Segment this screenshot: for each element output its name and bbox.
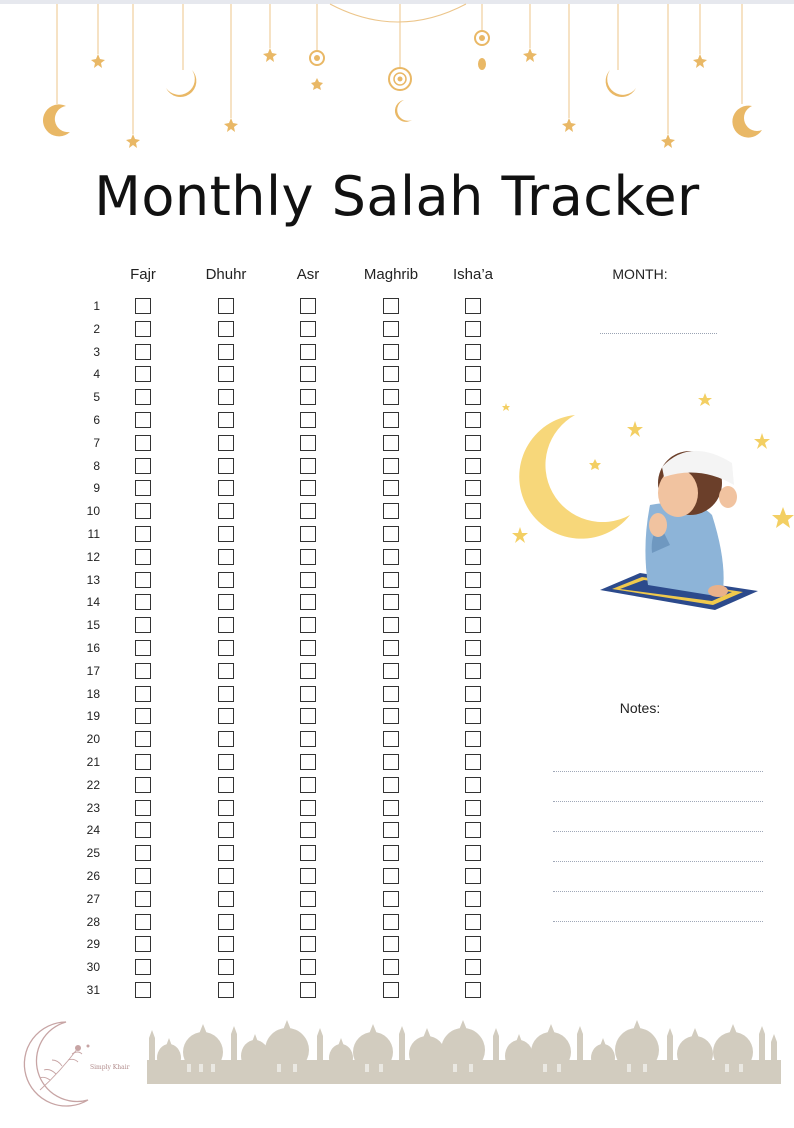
checkbox-day-11-asr[interactable] bbox=[300, 526, 316, 542]
checkbox-day-14-dhuhr[interactable] bbox=[218, 594, 234, 610]
checkbox-day-30-dhuhr[interactable] bbox=[218, 959, 234, 975]
crescent-moon-icon bbox=[166, 70, 196, 97]
checkbox-day-8-dhuhr[interactable] bbox=[218, 458, 234, 474]
checkbox-day-2-maghrib[interactable] bbox=[383, 321, 399, 337]
checkbox-day-16-fajr[interactable] bbox=[135, 640, 151, 656]
checkbox-day-15-asr[interactable] bbox=[300, 617, 316, 633]
checkbox-day-18-fajr[interactable] bbox=[135, 686, 151, 702]
column-header-3: Asr bbox=[296, 266, 320, 283]
checkbox-day-5-dhuhr[interactable] bbox=[218, 389, 234, 405]
checkbox-day-25-maghrib[interactable] bbox=[383, 845, 399, 861]
checkbox-day-22-dhuhr[interactable] bbox=[218, 777, 234, 793]
notes-label: Notes: bbox=[619, 700, 661, 716]
checkbox-day-1-dhuhr[interactable] bbox=[218, 298, 234, 314]
star-icon bbox=[311, 78, 323, 90]
checkbox-day-4-maghrib[interactable] bbox=[383, 366, 399, 382]
day-number: 3 bbox=[93, 344, 100, 359]
checkbox-day-26-dhuhr[interactable] bbox=[218, 868, 234, 884]
day-number: 8 bbox=[93, 458, 100, 473]
day-number: 25 bbox=[86, 846, 100, 861]
checkbox-day-26-maghrib[interactable] bbox=[383, 868, 399, 884]
checkbox-day-24-ishaa[interactable] bbox=[465, 822, 481, 838]
checkbox-day-31-fajr[interactable] bbox=[135, 982, 151, 998]
checkbox-day-17-maghrib[interactable] bbox=[383, 663, 399, 679]
checkbox-day-2-fajr[interactable] bbox=[135, 321, 151, 337]
day-number: 4 bbox=[93, 367, 100, 382]
checkbox-day-2-dhuhr[interactable] bbox=[218, 321, 234, 337]
checkbox-day-3-asr[interactable] bbox=[300, 344, 316, 360]
day-number: 24 bbox=[86, 823, 100, 838]
star-icon bbox=[512, 527, 528, 543]
checkbox-day-27-maghrib[interactable] bbox=[383, 891, 399, 907]
checkbox-day-21-ishaa[interactable] bbox=[465, 754, 481, 770]
day-number: 16 bbox=[86, 641, 100, 655]
checkbox-day-31-dhuhr[interactable] bbox=[218, 982, 234, 998]
checkbox-day-8-fajr[interactable] bbox=[135, 458, 151, 474]
checkbox-day-4-ishaa[interactable] bbox=[465, 366, 481, 382]
checkbox-day-19-asr[interactable] bbox=[300, 708, 316, 724]
checkbox-day-31-ishaa[interactable] bbox=[465, 982, 481, 998]
checkbox-day-22-ishaa[interactable] bbox=[465, 777, 481, 793]
checkbox-day-31-maghrib[interactable] bbox=[383, 982, 399, 998]
checkbox-day-27-dhuhr[interactable] bbox=[218, 891, 234, 907]
notes-line[interactable] bbox=[553, 831, 763, 833]
checkbox-day-17-ishaa[interactable] bbox=[465, 663, 481, 679]
checkbox-day-11-ishaa[interactable] bbox=[465, 526, 481, 542]
checkbox-day-24-fajr[interactable] bbox=[135, 822, 151, 838]
checkbox-day-18-ishaa[interactable] bbox=[465, 686, 481, 702]
checkbox-day-9-asr[interactable] bbox=[300, 480, 316, 496]
notes-line[interactable] bbox=[553, 921, 763, 923]
checkbox-day-3-fajr[interactable] bbox=[135, 344, 151, 360]
checkbox-day-14-maghrib[interactable] bbox=[383, 594, 399, 610]
hanging-decorations bbox=[0, 0, 794, 160]
checkbox-day-1-asr[interactable] bbox=[300, 298, 316, 314]
checkbox-day-12-ishaa[interactable] bbox=[465, 549, 481, 565]
checkbox-day-7-dhuhr[interactable] bbox=[218, 435, 234, 451]
day-number: 18 bbox=[86, 686, 100, 701]
checkbox-day-8-ishaa[interactable] bbox=[465, 458, 481, 474]
checkbox-day-7-ishaa[interactable] bbox=[465, 435, 481, 451]
checkbox-day-24-dhuhr[interactable] bbox=[218, 822, 234, 838]
notes-line[interactable] bbox=[553, 771, 763, 773]
day-number: 7 bbox=[93, 435, 100, 450]
star-icon bbox=[772, 507, 794, 528]
crescent-moon-icon bbox=[395, 100, 412, 122]
column-header-4: Maghrib bbox=[363, 266, 419, 283]
checkbox-day-14-ishaa[interactable] bbox=[465, 594, 481, 610]
checkbox-day-18-asr[interactable] bbox=[300, 686, 316, 702]
checkbox-day-29-fajr[interactable] bbox=[135, 936, 151, 952]
mosque-skyline bbox=[147, 1020, 781, 1084]
star-icon bbox=[523, 48, 537, 62]
checkbox-day-3-maghrib[interactable] bbox=[383, 344, 399, 360]
day-number: 26 bbox=[86, 869, 100, 883]
checkbox-day-15-maghrib[interactable] bbox=[383, 617, 399, 633]
checkbox-day-22-asr[interactable] bbox=[300, 777, 316, 793]
day-number: 13 bbox=[86, 572, 100, 587]
checkbox-day-30-ishaa[interactable] bbox=[465, 959, 481, 975]
checkbox-day-26-ishaa[interactable] bbox=[465, 868, 481, 884]
checkbox-day-29-asr[interactable] bbox=[300, 936, 316, 952]
checkbox-day-7-maghrib[interactable] bbox=[383, 435, 399, 451]
checkbox-day-28-maghrib[interactable] bbox=[383, 914, 399, 930]
checkbox-day-5-maghrib[interactable] bbox=[383, 389, 399, 405]
checkbox-day-29-maghrib[interactable] bbox=[383, 936, 399, 952]
checkbox-day-11-maghrib[interactable] bbox=[383, 526, 399, 542]
checkbox-day-9-ishaa[interactable] bbox=[465, 480, 481, 496]
checkbox-day-29-dhuhr[interactable] bbox=[218, 936, 234, 952]
checkbox-day-6-dhuhr[interactable] bbox=[218, 412, 234, 428]
checkbox-day-21-maghrib[interactable] bbox=[383, 754, 399, 770]
checkbox-day-23-fajr[interactable] bbox=[135, 800, 151, 816]
day-number: 6 bbox=[93, 413, 100, 427]
star-icon bbox=[224, 118, 238, 132]
brand-name: Simply Khair bbox=[90, 1064, 130, 1071]
checkbox-day-13-ishaa[interactable] bbox=[465, 572, 481, 588]
day-number: 21 bbox=[86, 755, 100, 769]
checkbox-day-1-ishaa[interactable] bbox=[465, 298, 481, 314]
checkbox-day-4-asr[interactable] bbox=[300, 366, 316, 382]
star-icon bbox=[91, 54, 105, 68]
checkbox-day-30-asr[interactable] bbox=[300, 959, 316, 975]
checkbox-day-23-asr[interactable] bbox=[300, 800, 316, 816]
checkbox-day-18-maghrib[interactable] bbox=[383, 686, 399, 702]
checkbox-day-12-asr[interactable] bbox=[300, 549, 316, 565]
month-input-line[interactable] bbox=[600, 333, 717, 334]
checkbox-day-14-asr[interactable] bbox=[300, 594, 316, 610]
day-number: 20 bbox=[86, 732, 100, 747]
day-number: 22 bbox=[86, 777, 100, 792]
star-icon bbox=[661, 134, 675, 148]
day-number: 2 bbox=[93, 321, 100, 336]
day-number: 28 bbox=[86, 914, 100, 929]
checkbox-day-21-asr[interactable] bbox=[300, 754, 316, 770]
checkbox-day-19-fajr[interactable] bbox=[135, 708, 151, 724]
star-icon bbox=[263, 48, 277, 62]
checkbox-day-2-asr[interactable] bbox=[300, 321, 316, 337]
checkbox-day-24-asr[interactable] bbox=[300, 822, 316, 838]
day-number: 14 bbox=[86, 595, 100, 610]
column-header-2: Dhuhr bbox=[205, 266, 247, 283]
checkbox-day-6-asr[interactable] bbox=[300, 412, 316, 428]
star-icon bbox=[562, 118, 576, 132]
checkbox-day-20-dhuhr[interactable] bbox=[218, 731, 234, 747]
checkbox-day-14-fajr[interactable] bbox=[135, 594, 151, 610]
checkbox-day-12-maghrib[interactable] bbox=[383, 549, 399, 565]
checkbox-day-13-maghrib[interactable] bbox=[383, 572, 399, 588]
checkbox-day-16-maghrib[interactable] bbox=[383, 640, 399, 656]
checkbox-day-25-fajr[interactable] bbox=[135, 845, 151, 861]
crescent-moon-icon bbox=[732, 106, 762, 138]
checkbox-day-21-dhuhr[interactable] bbox=[218, 754, 234, 770]
day-number: 17 bbox=[86, 663, 100, 678]
checkbox-day-6-fajr[interactable] bbox=[135, 412, 151, 428]
day-number: 5 bbox=[93, 390, 100, 405]
day-number: 12 bbox=[86, 549, 100, 564]
checkbox-day-1-fajr[interactable] bbox=[135, 298, 151, 314]
checkbox-day-11-fajr[interactable] bbox=[135, 526, 151, 542]
day-number: 27 bbox=[86, 891, 100, 906]
checkbox-day-20-ishaa[interactable] bbox=[465, 731, 481, 747]
star-icon bbox=[126, 134, 140, 148]
day-number: 9 bbox=[93, 481, 100, 496]
checkbox-day-10-maghrib[interactable] bbox=[383, 503, 399, 519]
checkbox-day-29-ishaa[interactable] bbox=[465, 936, 481, 952]
star-icon bbox=[693, 54, 707, 68]
day-number: 10 bbox=[86, 504, 100, 519]
star-icon bbox=[589, 459, 601, 470]
checkbox-day-5-fajr[interactable] bbox=[135, 389, 151, 405]
column-header-1: Fajr bbox=[130, 266, 156, 283]
checkbox-day-6-maghrib[interactable] bbox=[383, 412, 399, 428]
checkbox-day-26-asr[interactable] bbox=[300, 868, 316, 884]
checkbox-day-21-fajr[interactable] bbox=[135, 754, 151, 770]
day-number: 15 bbox=[86, 618, 100, 633]
checkbox-day-17-fajr[interactable] bbox=[135, 663, 151, 679]
checkbox-day-25-ishaa[interactable] bbox=[465, 845, 481, 861]
day-number: 23 bbox=[86, 800, 100, 815]
checkbox-day-19-maghrib[interactable] bbox=[383, 708, 399, 724]
checkbox-day-25-asr[interactable] bbox=[300, 845, 316, 861]
checkbox-day-15-dhuhr[interactable] bbox=[218, 617, 234, 633]
checkbox-day-16-dhuhr[interactable] bbox=[218, 640, 234, 656]
checkbox-day-9-dhuhr[interactable] bbox=[218, 480, 234, 496]
checkbox-day-4-dhuhr[interactable] bbox=[218, 366, 234, 382]
day-number: 29 bbox=[86, 937, 100, 952]
checkbox-day-6-ishaa[interactable] bbox=[465, 412, 481, 428]
checkbox-day-25-dhuhr[interactable] bbox=[218, 845, 234, 861]
day-number: 30 bbox=[86, 960, 100, 975]
checkbox-day-28-dhuhr[interactable] bbox=[218, 914, 234, 930]
crescent-moon-icon bbox=[43, 104, 70, 136]
day-number: 19 bbox=[86, 709, 100, 724]
checkbox-day-5-asr[interactable] bbox=[300, 389, 316, 405]
checkbox-day-10-dhuhr[interactable] bbox=[218, 503, 234, 519]
checkbox-day-7-asr[interactable] bbox=[300, 435, 316, 451]
checkbox-day-8-maghrib[interactable] bbox=[383, 458, 399, 474]
checkbox-day-9-fajr[interactable] bbox=[135, 480, 151, 496]
checkbox-day-23-maghrib[interactable] bbox=[383, 800, 399, 816]
checkbox-day-11-dhuhr[interactable] bbox=[218, 526, 234, 542]
notes-line[interactable] bbox=[553, 861, 763, 863]
checkbox-day-1-maghrib[interactable] bbox=[383, 298, 399, 314]
checkbox-day-31-asr[interactable] bbox=[300, 982, 316, 998]
checkbox-day-10-fajr[interactable] bbox=[135, 503, 151, 519]
checkbox-day-20-maghrib[interactable] bbox=[383, 731, 399, 747]
checkbox-day-23-ishaa[interactable] bbox=[465, 800, 481, 816]
checkbox-day-22-maghrib[interactable] bbox=[383, 777, 399, 793]
checkbox-day-15-ishaa[interactable] bbox=[465, 617, 481, 633]
checkbox-day-17-asr[interactable] bbox=[300, 663, 316, 679]
checkbox-day-4-fajr[interactable] bbox=[135, 366, 151, 382]
checkbox-day-22-fajr[interactable] bbox=[135, 777, 151, 793]
checkbox-day-20-fajr[interactable] bbox=[135, 731, 151, 747]
page-title: Monthly Salah Tracker bbox=[94, 165, 700, 228]
checkbox-day-10-asr[interactable] bbox=[300, 503, 316, 519]
praying-child-illustration bbox=[500, 385, 794, 615]
day-number: 11 bbox=[87, 527, 100, 541]
checkbox-day-13-dhuhr[interactable] bbox=[218, 572, 234, 588]
floral-moon-logo bbox=[18, 1018, 98, 1108]
checkbox-day-30-maghrib[interactable] bbox=[383, 959, 399, 975]
checkbox-day-27-ishaa[interactable] bbox=[465, 891, 481, 907]
checkbox-day-8-asr[interactable] bbox=[300, 458, 316, 474]
star-icon bbox=[627, 421, 643, 437]
checkbox-day-13-fajr[interactable] bbox=[135, 572, 151, 588]
checkbox-day-26-fajr[interactable] bbox=[135, 868, 151, 884]
month-label: MONTH: bbox=[612, 266, 668, 282]
checkbox-day-12-dhuhr[interactable] bbox=[218, 549, 234, 565]
checkbox-day-18-dhuhr[interactable] bbox=[218, 686, 234, 702]
checkbox-day-2-ishaa[interactable] bbox=[465, 321, 481, 337]
checkbox-day-7-fajr[interactable] bbox=[135, 435, 151, 451]
checkbox-day-5-ishaa[interactable] bbox=[465, 389, 481, 405]
crescent-moon-icon bbox=[519, 415, 630, 539]
day-number: 31 bbox=[86, 983, 100, 997]
checkbox-day-19-dhuhr[interactable] bbox=[218, 708, 234, 724]
checkbox-day-30-fajr[interactable] bbox=[135, 959, 151, 975]
checkbox-day-12-fajr[interactable] bbox=[135, 549, 151, 565]
checkbox-day-19-ishaa[interactable] bbox=[465, 708, 481, 724]
notes-line[interactable] bbox=[553, 891, 763, 893]
checkbox-day-23-dhuhr[interactable] bbox=[218, 800, 234, 816]
checkbox-day-17-dhuhr[interactable] bbox=[218, 663, 234, 679]
checkbox-day-3-dhuhr[interactable] bbox=[218, 344, 234, 360]
checkbox-day-9-maghrib[interactable] bbox=[383, 480, 399, 496]
checkbox-day-16-ishaa[interactable] bbox=[465, 640, 481, 656]
checkbox-day-28-asr[interactable] bbox=[300, 914, 316, 930]
checkbox-day-16-asr[interactable] bbox=[300, 640, 316, 656]
checkbox-day-28-fajr[interactable] bbox=[135, 914, 151, 930]
checkbox-day-20-asr[interactable] bbox=[300, 731, 316, 747]
checkbox-day-15-fajr[interactable] bbox=[135, 617, 151, 633]
day-number: 1 bbox=[93, 299, 100, 313]
crescent-moon-icon bbox=[606, 70, 636, 97]
checkbox-day-13-asr[interactable] bbox=[300, 572, 316, 588]
checkbox-day-27-fajr[interactable] bbox=[135, 891, 151, 907]
star-icon bbox=[698, 393, 712, 406]
checkbox-day-28-ishaa[interactable] bbox=[465, 914, 481, 930]
star-icon bbox=[754, 433, 770, 449]
notes-line[interactable] bbox=[553, 801, 763, 803]
column-header-5: Isha’a bbox=[452, 266, 494, 283]
checkbox-day-3-ishaa[interactable] bbox=[465, 344, 481, 360]
checkbox-day-10-ishaa[interactable] bbox=[465, 503, 481, 519]
checkbox-day-27-asr[interactable] bbox=[300, 891, 316, 907]
checkbox-day-24-maghrib[interactable] bbox=[383, 822, 399, 838]
